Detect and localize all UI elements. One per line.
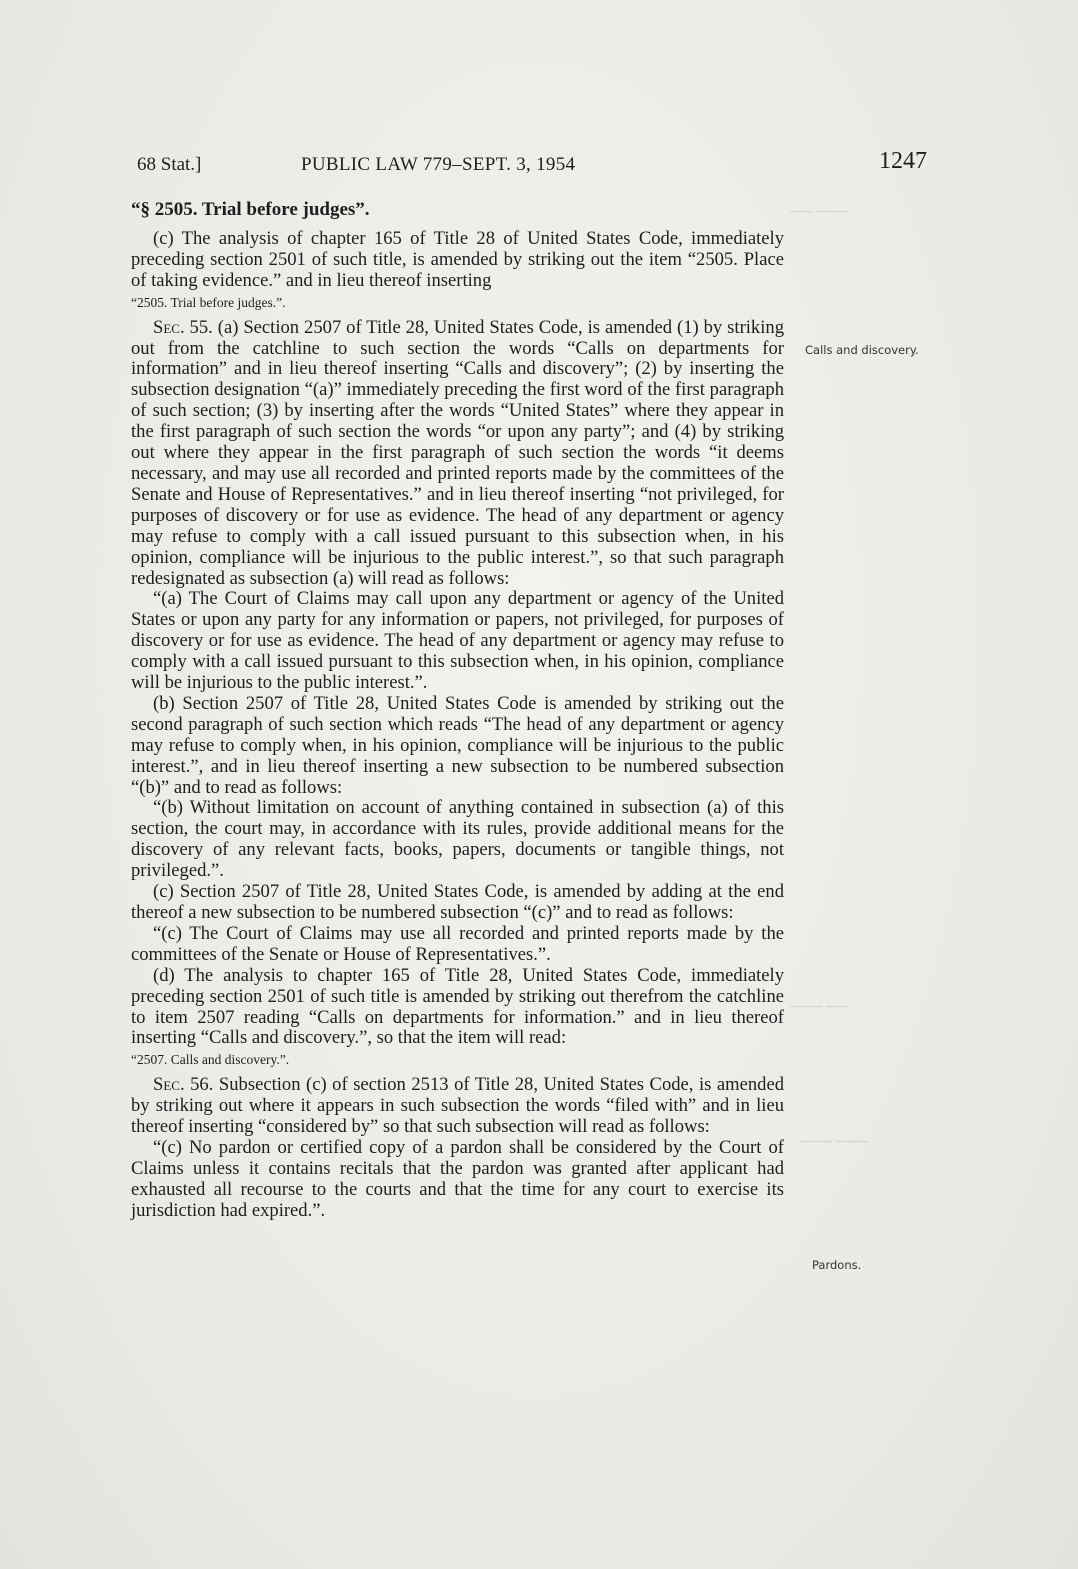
quoted-subsection-56c: “(c) No pardon or certified copy of a pardon shall be considered by the Court of Claims unless it contains recitals that the pardon was granted after applicant had exhausted all recourse to the courts and that the time for any court to exercise its jurisdiction had expired.”. xyxy=(131,1137,784,1221)
quoted-subsection-c: “(c) The Court of Claims may use all recorded and printed reports made by the committees of the Senate or House of Representatives.”. xyxy=(131,922,784,965)
quoted-subsection-b: “(b) Without limitation on account of anything contained in subsection (a) of this section, the court may, in accordance with its rules, provide additional means for the discovery of any relevant facts, books, papers, documents or tangible things, not privileged.”. xyxy=(131,797,784,882)
paragraph-c: (c) The analysis of chapter 165 of Title 28 of United States Code, immediately preceding section 2501 of such title, is amended by striking out the item “2505. Place of taking evidence.” and in lieu thereof inserting xyxy=(131,227,784,291)
page-body xyxy=(131,200,784,1222)
running-header xyxy=(137,148,927,182)
paragraph-b: (b) Section 2507 of Title 28, United States Code is amended by striking out the second paragraph of such section which reads “The head of any department or agency may refuse to comply when, in his opinion, compliance will be injurious to the public interest.”, and in lieu thereof inserting a new subsection to be numbered subsection “(b)” and to read as follows: xyxy=(131,692,784,798)
paragraph-c2: (c) Section 2507 of Title 28, United States Code, is amended by adding at the end thereof a new subsection to be numbered subsection “(c)” and to read as follows: xyxy=(131,881,784,923)
margin-note-pardons: Pardons. xyxy=(812,1258,862,1272)
section-label: Sec. 55. xyxy=(153,316,213,338)
section-55-text: (a) Section 2507 of Title 28, United States Code, is amended (1) by striking out from the catchline to such section the words “Calls on departments for information” and in lieu thereof inserting “Calls and discovery”; (2) by inserting the subsection designation “(a)” immediately preceding the first word of the first paragraph of such section; (3) by inserting after the words “United States” where they appear in the first paragraph of such section the words “or upon any party”; and (4) by striking out where they appear in the first paragraph of such section the words “it deems necessary, and may use all recorded and printed reports made by the committees of the Senate and House of Representatives.” and in lieu thereof inserting “not privileged, for purposes of discovery or for use as evidence. The head of any department or agency may refuse to comply with a call issued pursuant to this subsection when, in his opinion, compliance will be injurious to the public interest.”, so that such paragraph redesignated as subsection (a) will read as follows: xyxy=(131,316,784,589)
bleed-through-mark: ⁓⁓⁓ ⁓⁓⁓ xyxy=(800,1136,869,1148)
analysis-item: “2507. Calls and discovery.”. xyxy=(131,1052,290,1068)
section-heading: “§ 2505. Trial before judges”. xyxy=(131,199,370,220)
page-number: 1247 xyxy=(879,148,927,174)
quoted-subsection-a: “(a) The Court of Claims may call upon any department or agency of the United States or upon any party for any information or papers, not privileged, for purposes of discovery or for use as evidence. The head of any department or agency may refuse to comply with a call issued pursuant to this subsection when, in his opinion, compliance will be injurious to the public interest.”. xyxy=(131,588,784,694)
analysis-item: “2505. Trial before judges.”. xyxy=(131,294,286,310)
section-56 xyxy=(131,1075,784,1138)
section-55 xyxy=(131,318,784,590)
bleed-through-mark: ⁓⁓ ⁓⁓⁓ xyxy=(790,206,848,218)
margin-note-calls: Calls and discovery. xyxy=(805,343,919,357)
statute-volume: 68 Stat.] xyxy=(137,154,202,175)
paragraph-d: (d) The analysis to chapter 165 of Title 28, United States Code, immediately preceding section 2501 of such title is amended by striking out therefrom the catchline to item 2507 reading “Calls on departments for information.” and in lieu thereof inserting “Calls and discovery.”, so that the item will read: xyxy=(131,964,784,1049)
header-title: PUBLIC LAW 779–SEPT. 3, 1954 xyxy=(301,154,576,175)
bleed-through-mark: ⁓⁓⁓ ⁓⁓ xyxy=(790,1001,848,1013)
section-label: Sec. 56. xyxy=(153,1074,214,1096)
section-56-text: Subsection (c) of section 2513 of Title 28, United States Code, is amended by striking out where it appears in such subsection the words “filed with” and in lieu thereof inserting “considered by” so that such subsection will read as follows: xyxy=(131,1074,784,1138)
